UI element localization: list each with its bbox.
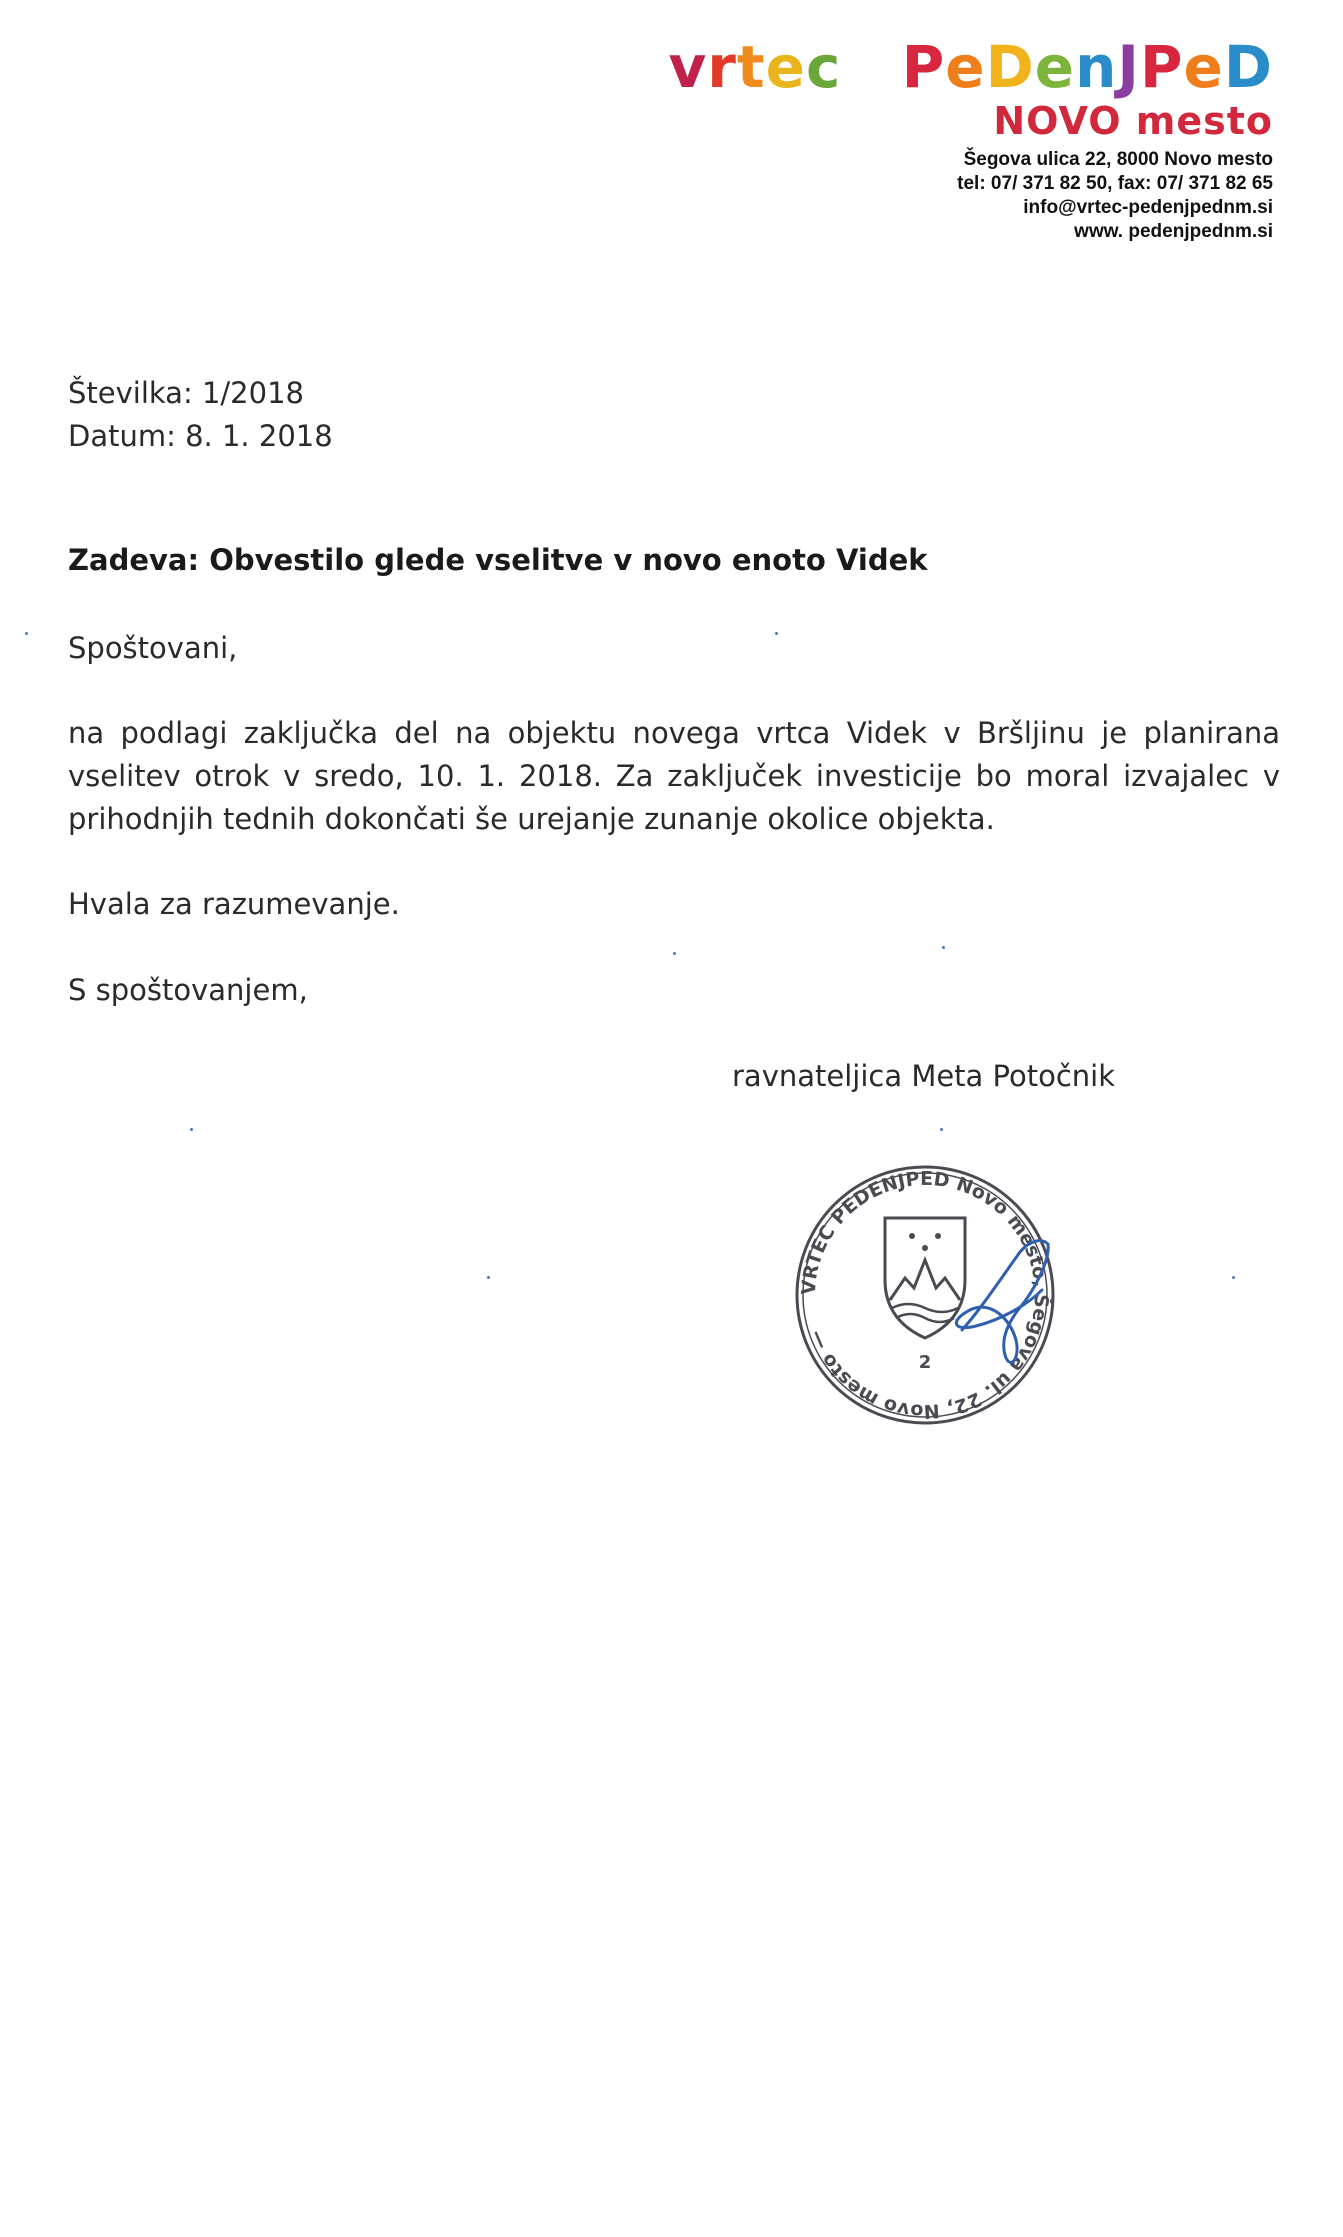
logo-letter: e <box>1183 33 1224 101</box>
logo-letter: t <box>736 33 766 101</box>
logo-letter: v <box>668 33 708 101</box>
scan-speck <box>1232 1276 1235 1279</box>
web-line: www. pedenjpednm.si <box>1074 221 1273 242</box>
logo-letter: e <box>945 33 986 101</box>
reference-meta <box>68 372 333 458</box>
phone-line: tel: 07/ 371 82 50, fax: 07/ 371 82 65 <box>957 173 1273 194</box>
scan-speck <box>190 1128 193 1131</box>
address-line: Šegova ulica 22, 8000 Novo mesto <box>963 149 1273 170</box>
official-stamp <box>780 1160 1070 1430</box>
coat-of-arms-icon <box>885 1218 965 1338</box>
logo-word-vrtec <box>668 33 842 101</box>
document-number: Številka: 1/2018 <box>68 376 304 410</box>
salutation: Spoštovani, <box>68 631 238 665</box>
contact-block <box>573 148 1273 244</box>
email-line: info@vrtec-pedenjpednm.si <box>1023 197 1273 218</box>
thanks-line: Hvala za razumevanje. <box>68 887 400 921</box>
logo-letter: n <box>1075 33 1118 101</box>
signatory: ravnateljica Meta Potočnik <box>732 1059 1116 1093</box>
stamp-number: 2 <box>918 1352 932 1373</box>
logo-letter: r <box>707 33 737 101</box>
logo-letter: c <box>805 33 842 101</box>
subject-line: Zadeva: Obvestilo glede vselitve v novo enoto Videk <box>68 543 928 577</box>
scan-speck <box>940 1128 943 1131</box>
logo-letter: J <box>1117 33 1140 101</box>
scan-speck <box>673 952 676 955</box>
logo-letter: e <box>765 33 806 101</box>
logo-letter: P <box>901 33 946 101</box>
body-paragraph: na podlagi zaključka del na objektu novega vrtca Videk v Bršljinu je planirana vselitev otrok v sredo, 10. 1. 2018. Za zaključek investicije bo moral izvajalec v prihodnjih tednih dokončati še urejanje zunanje okolice objekta. <box>68 716 1280 836</box>
scan-speck <box>942 946 945 949</box>
scan-speck <box>25 632 28 635</box>
logo-wordmark <box>573 33 1273 101</box>
letterhead <box>573 33 1273 244</box>
logo-word-pedenjped <box>901 33 1273 101</box>
logo-letter: e <box>1034 33 1076 101</box>
stamp-ring-text: VRTEC PEDENJPED Novo mesto, Šegova ul. 22, Novo mesto — <box>797 1167 1053 1423</box>
scan-speck <box>775 632 778 635</box>
scan-speck <box>487 1276 490 1279</box>
logo-letter: D <box>985 33 1035 101</box>
document-date: Datum: 8. 1. 2018 <box>68 419 333 453</box>
closing-line: S spoštovanjem, <box>68 973 308 1007</box>
logo-letter: P <box>1139 33 1184 101</box>
logo-city: NOVO mesto <box>993 99 1273 143</box>
logo-letter: D <box>1223 33 1273 101</box>
